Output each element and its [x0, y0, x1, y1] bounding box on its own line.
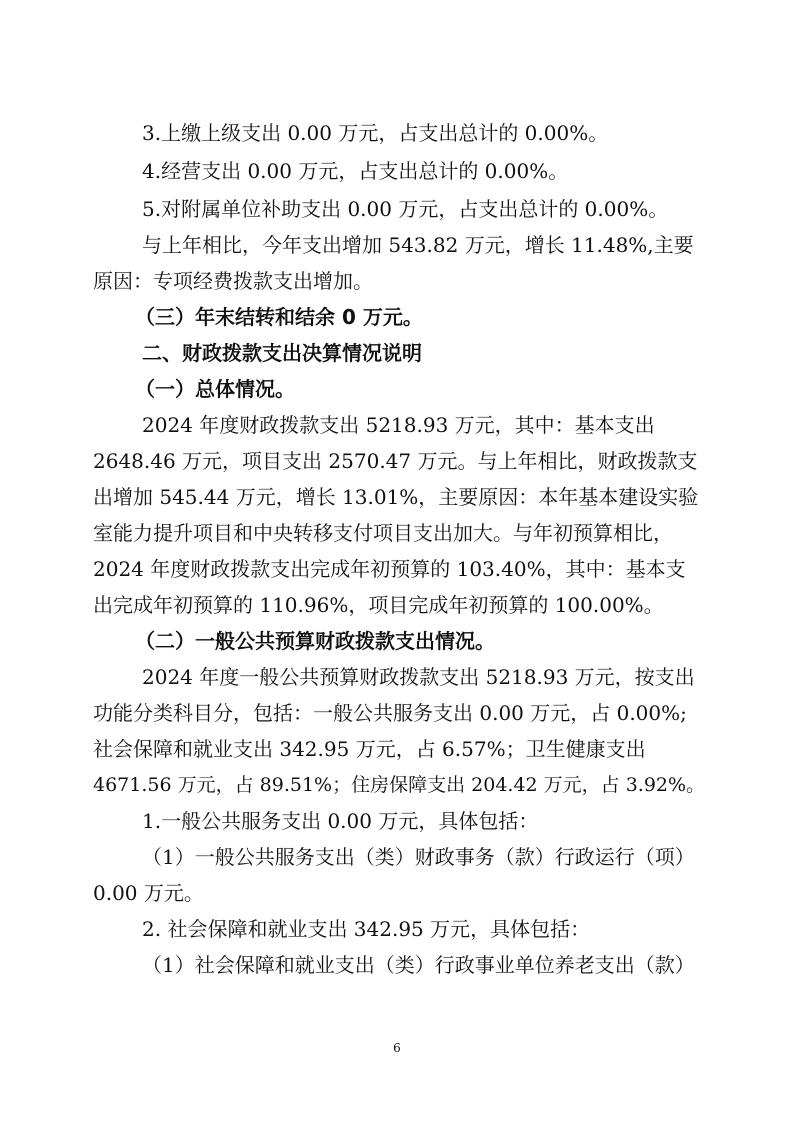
paragraph-line: 1.一般公共服务支出 0.00 万元，具体包括：: [142, 809, 539, 833]
page-number: 6: [393, 1041, 401, 1055]
paragraph-line: 与上年相比，今年支出增加 543.82 万元，增长 11.48%,主要: [142, 233, 694, 257]
section-heading: （一）总体情况。: [135, 377, 295, 401]
paragraph-line: 出增加 545.44 万元，增长 13.01%，主要原因：本年基本建设实验: [93, 485, 699, 509]
section-heading: 二、财政拨款支出决算情况说明: [142, 341, 422, 365]
paragraph-line: 4.经营支出 0.00 万元，占支出总计的 0.00%。: [142, 159, 569, 183]
paragraph-line: 0.00 万元。: [93, 881, 204, 905]
paragraph-line: 2024 年度财政拨款支出完成年初预算的 103.40%，其中：基本支: [93, 557, 686, 581]
paragraph-line: 3.上缴上级支出 0.00 万元，占支出总计的 0.00%。: [142, 121, 609, 145]
paragraph-line: 2024 年度一般公共预算财政拨款支出 5218.93 万元，按支出: [142, 665, 695, 689]
paragraph-line: 2024 年度财政拨款支出 5218.93 万元，其中：基本支出: [142, 413, 655, 437]
paragraph-line: 室能力提升项目和中央转移支付项目支出加大。与年初预算相比，: [93, 521, 673, 545]
paragraph-line: 2. 社会保障和就业支出 342.95 万元，具体包括：: [142, 917, 591, 941]
paragraph-line: 社会保障和就业支出 342.95 万元，占 6.57%；卫生健康支出: [93, 737, 646, 761]
paragraph-line: 出完成年初预算的 110.96%，项目完成年初预算的 100.00%。: [93, 593, 664, 617]
paragraph-line: 原因：专项经费拨款支出增加。: [93, 269, 373, 293]
paragraph-line: 4671.56 万元，占 89.51%；住房保障支出 204.42 万元，占 3.92%。: [93, 774, 706, 796]
paragraph-line: 5.对附属单位补助支出 0.00 万元，占支出总计的 0.00%。: [142, 197, 669, 221]
section-heading: （二）一般公共预算财政拨款支出情况。: [135, 629, 495, 653]
paragraph-line: 功能分类科目分，包括：一般公共服务支出 0.00 万元，占 0.00%;: [93, 701, 687, 725]
paragraph-line: （1）社会保障和就业支出（类）行政事业单位养老支出（款）: [142, 953, 695, 977]
paragraph-line: 2648.46 万元，项目支出 2570.47 万元。与上年相比，财政拨款支: [93, 449, 698, 473]
section-heading: （三）年末结转和结余 0 万元。: [135, 305, 423, 329]
paragraph-line: （1）一般公共服务支出（类）财政事务（款）行政运行（项）: [142, 845, 695, 869]
